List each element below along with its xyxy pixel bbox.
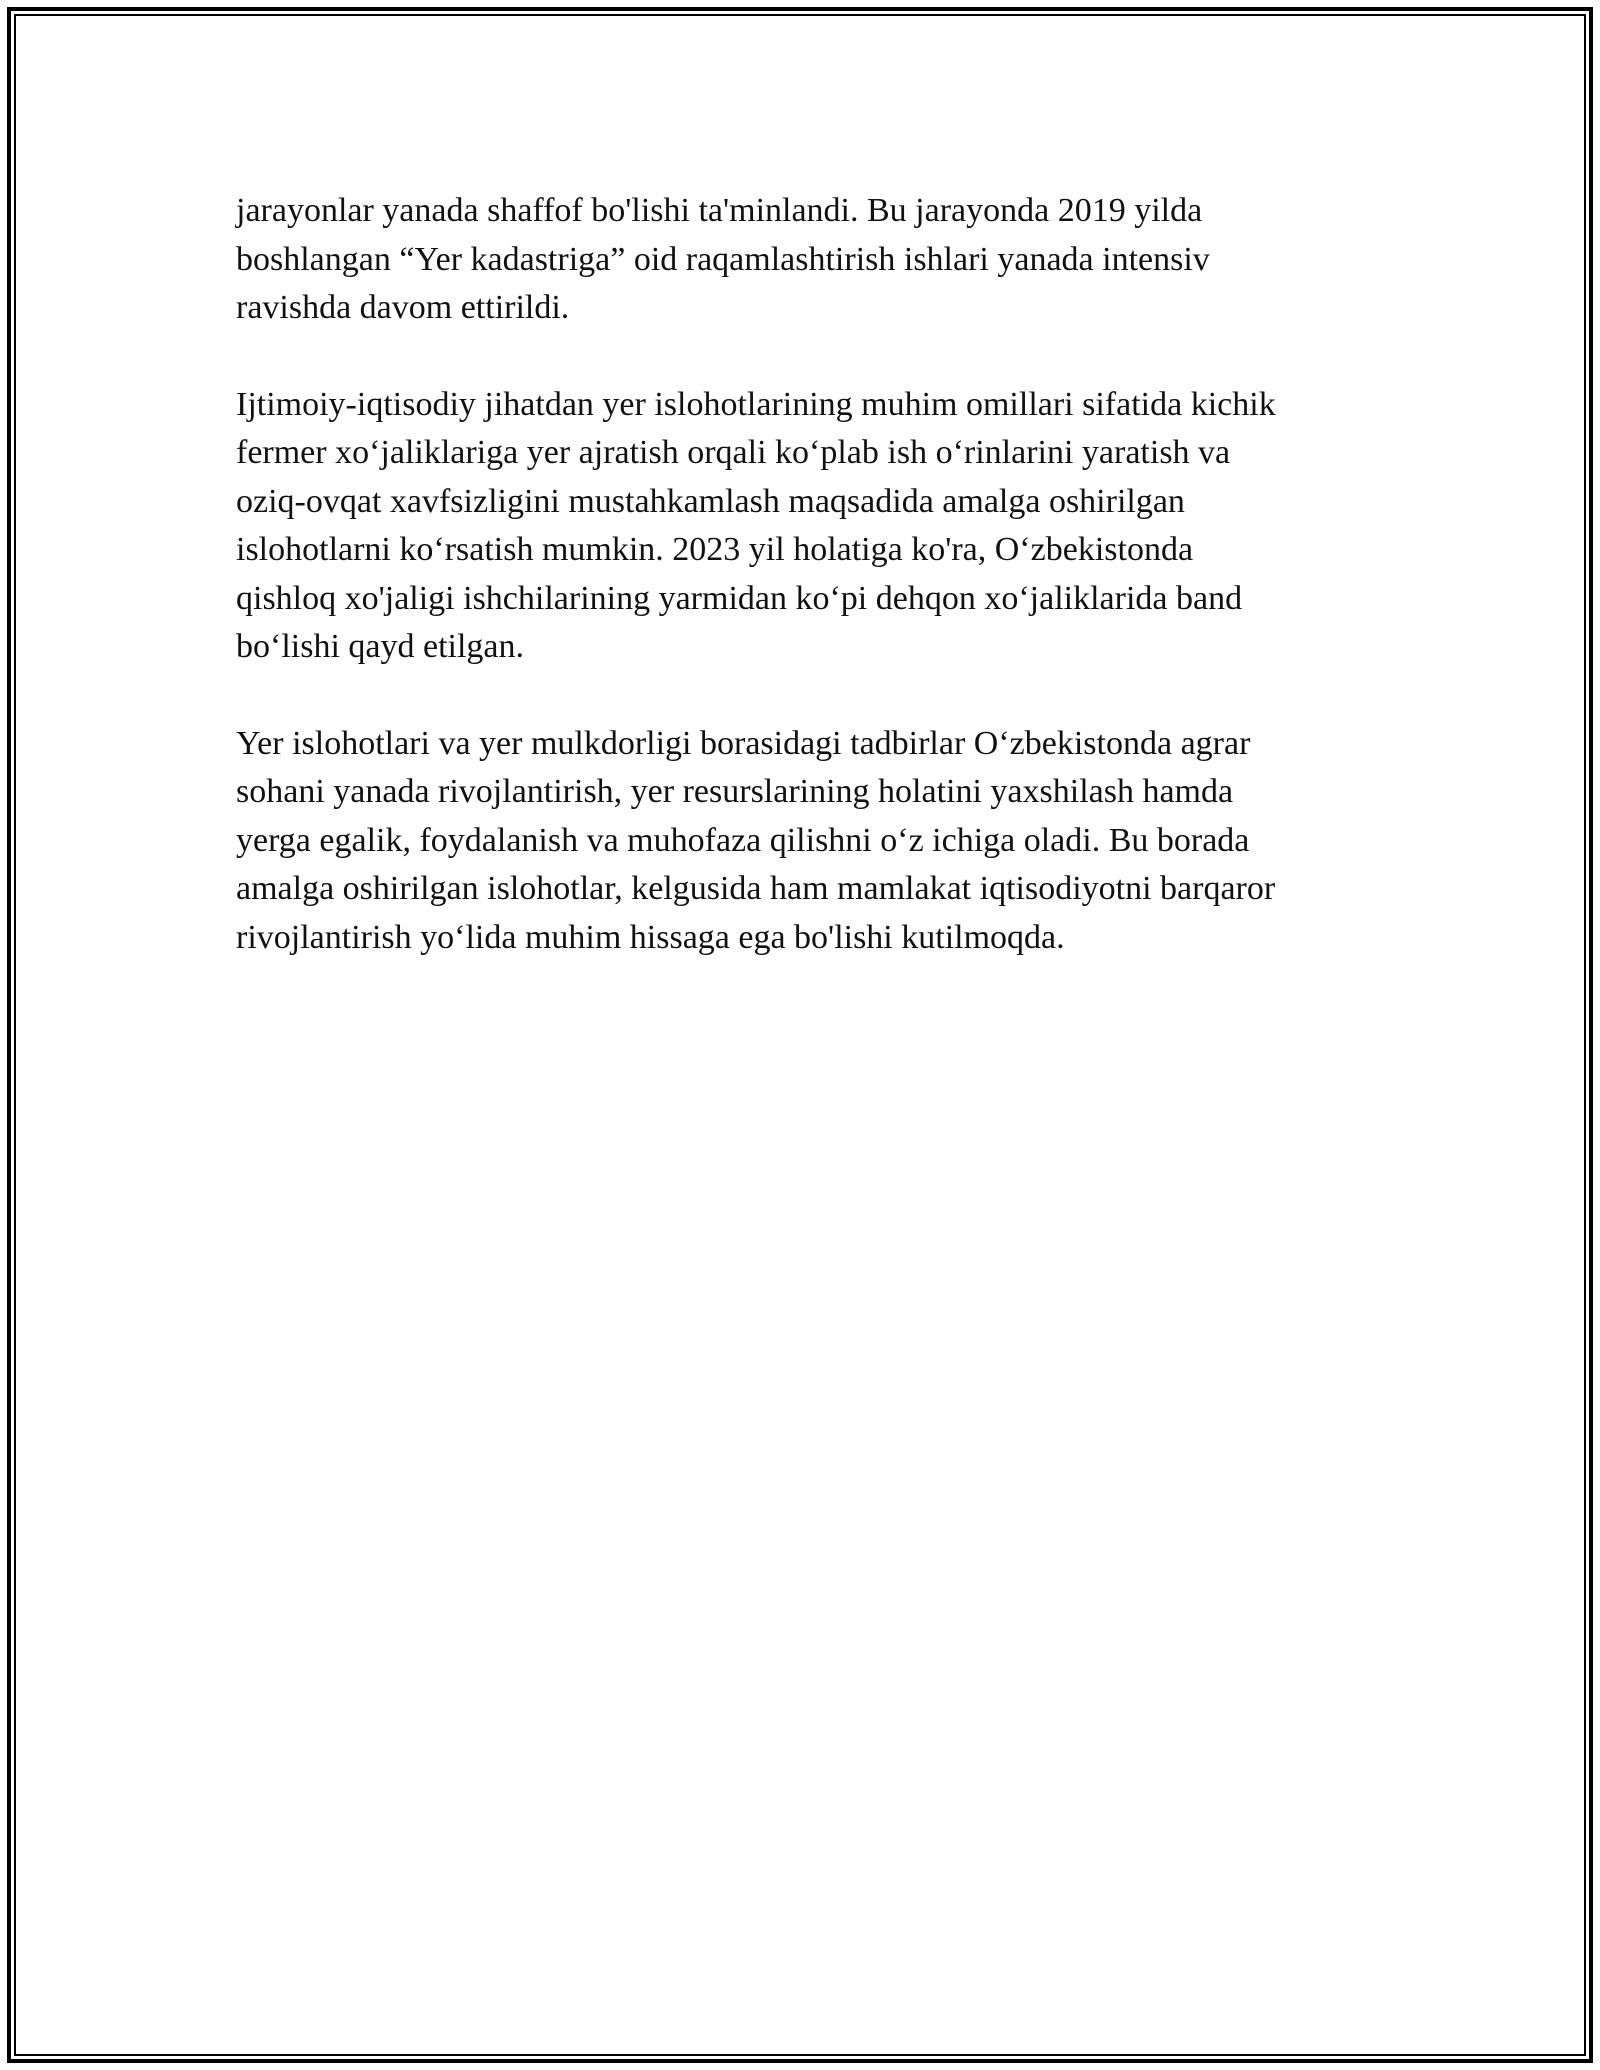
text-line: boshlangan “Yer kadastriga” oid raqamlashtirish ishlari yanada intensiv: [236, 240, 1210, 278]
text-line: amalga oshirilgan islohotlar, kelgusida ham mamlakat iqtisodiyotni barqaror: [236, 870, 1276, 907]
paragraph-3: [236, 720, 1366, 963]
text-line: ravishda davom ettirildi.: [236, 289, 570, 326]
text-line: oziq-ovqat xavfsizligini mustahkamlash maqsadida amalga oshirilgan: [236, 482, 1185, 520]
text-line: jarayonlar yanada shaffof bo'lishi ta'minlandi. Bu jarayonda 2019 yilda: [236, 192, 1203, 229]
text-line: qishloq xo'jaligi ishchilarining yarmidan ko‘pi dehqon xo‘jaliklarida band: [236, 579, 1243, 617]
text-line: fermer xo‘jaliklariga yer ajratish orqali ko‘plab ish o‘rinlarini yaratish va: [236, 434, 1231, 471]
text-line: Yer islohotlari va yer mulkdorligi borasidagi tadbirlar O‘zbekistonda agrar: [236, 724, 1251, 762]
paragraph-1: [236, 187, 1366, 333]
paragraph-2: [236, 381, 1366, 672]
text-line: Ijtimoiy-iqtisodiy jihatdan yer islohotlarining muhim omillari sifatida kichik: [236, 385, 1276, 423]
text-line: bo‘lishi qayd etilgan.: [236, 628, 525, 665]
text-line: sohani yanada rivojlantirish, yer resurslarining holatini yaxshilash hamda: [236, 773, 1234, 810]
text-line: yerga egalik, foydalanish va muhofaza qilishni o‘z ichiga oladi. Bu borada: [236, 821, 1250, 859]
text-line: islohotlarni ko‘rsatish mumkin. 2023 yil holatiga ko'ra, O‘zbekistonda: [236, 531, 1194, 568]
page-body: [236, 187, 1366, 1010]
text-line: rivojlantirish yo‘lida muhim hissaga ega bo'lishi kutilmoqda.: [236, 918, 1065, 956]
